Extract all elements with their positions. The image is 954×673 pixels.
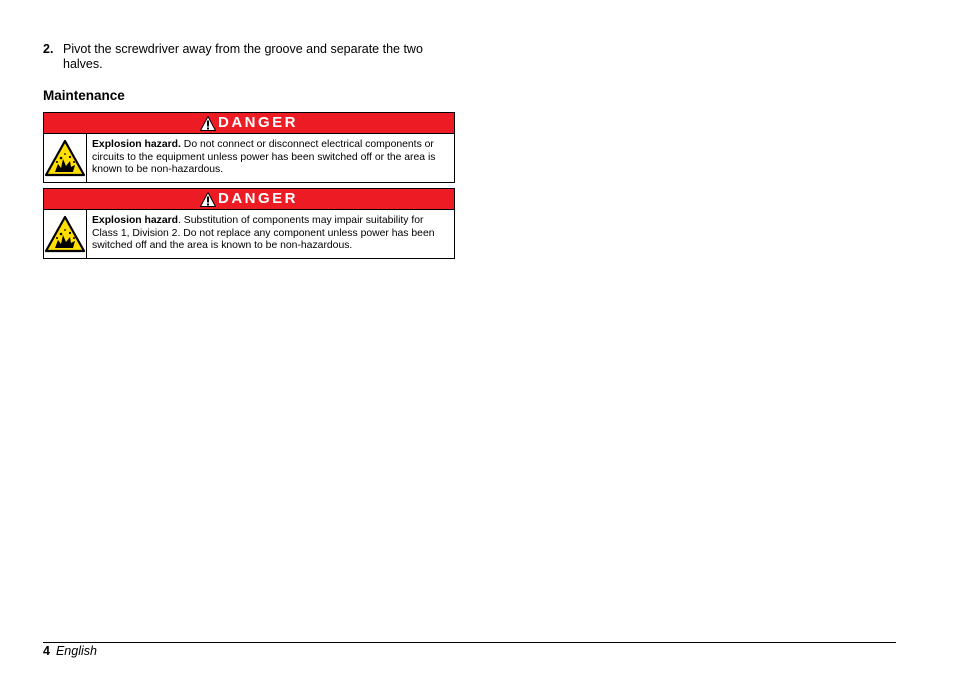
footer-language: English bbox=[55, 644, 97, 658]
warning-triangle-icon bbox=[200, 116, 216, 131]
section-heading: Maintenance bbox=[43, 88, 125, 103]
danger-box bbox=[43, 112, 455, 183]
danger-lead: Explosion hazard bbox=[92, 215, 179, 226]
danger-message bbox=[87, 210, 454, 258]
danger-box bbox=[43, 188, 455, 259]
danger-body-text: Do not connect or disconnect electrical components or circuits to the equipment unless power has been switched off or the area is known to be non-hazardous. bbox=[92, 139, 436, 176]
explosion-hazard-icon bbox=[44, 139, 86, 177]
explosion-hazard-icon bbox=[44, 215, 86, 253]
danger-body-text: . Substitution of components may impair suitability for Class 1, Division 2. Do not replace any component unless power has been switched off and the area is known to be non-hazardous. bbox=[92, 215, 435, 252]
danger-header bbox=[44, 189, 454, 210]
danger-lead: Explosion hazard. bbox=[92, 139, 181, 150]
footer-divider bbox=[43, 642, 896, 643]
danger-message bbox=[87, 134, 454, 182]
page-number: 4 bbox=[43, 644, 50, 658]
step-item bbox=[43, 42, 443, 72]
danger-label: DANGER bbox=[217, 114, 298, 131]
page-footer bbox=[43, 644, 97, 658]
warning-triangle-icon bbox=[200, 192, 216, 207]
danger-header bbox=[44, 113, 454, 134]
step-number: 2. bbox=[43, 42, 54, 56]
step-text: Pivot the screwdriver away from the groove and separate the two halves. bbox=[63, 42, 423, 71]
danger-label: DANGER bbox=[217, 190, 298, 207]
